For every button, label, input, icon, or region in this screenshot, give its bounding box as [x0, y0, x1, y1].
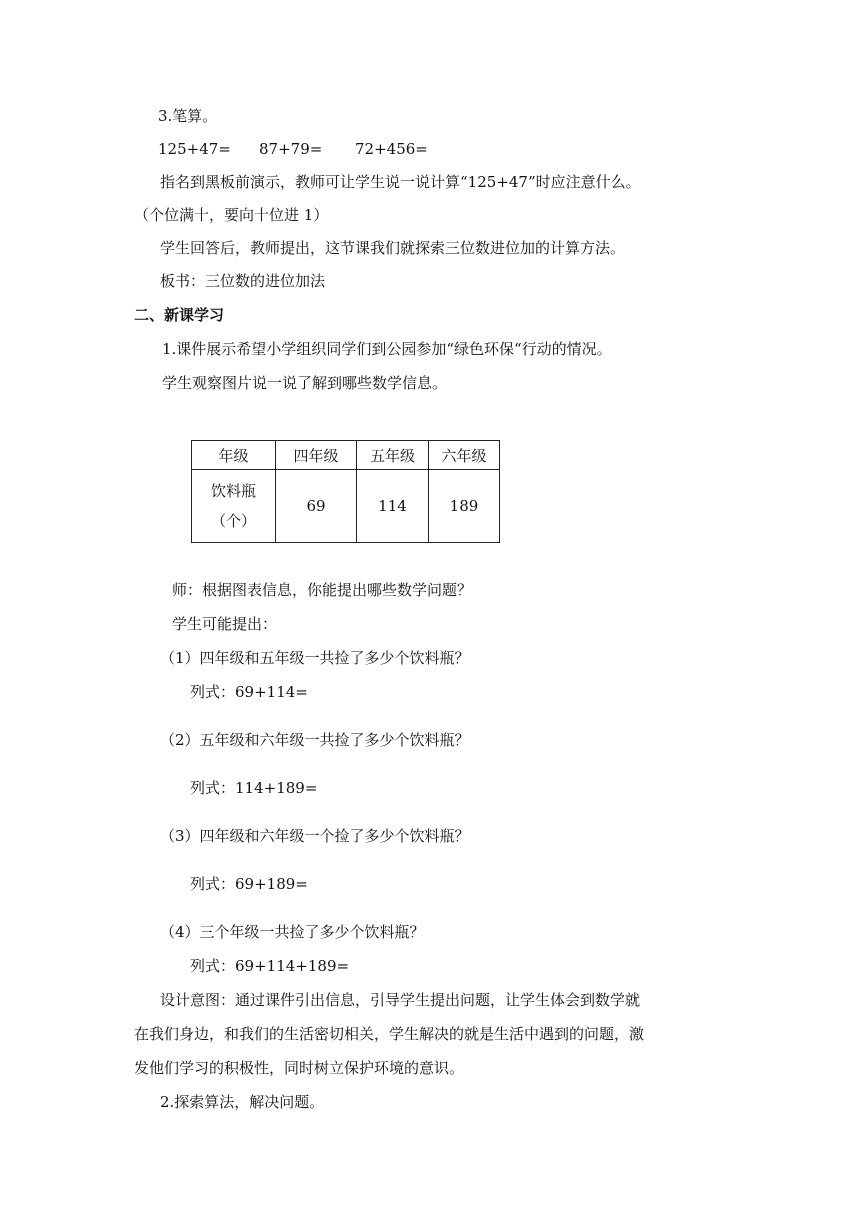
question-1-formula: 列式：69+114=: [190, 683, 308, 701]
design-intent-line3: 发他们学习的积极性，同时树立保护环境的意识。: [134, 1059, 465, 1077]
step-3-heading: 3.笔算。: [158, 107, 218, 125]
design-intent-line1: 设计意图：通过课件引出信息，引导学生提出问题，让学生体会到数学就: [160, 991, 641, 1009]
table-header-cell: 六年级: [429, 441, 500, 470]
section-heading-new-lesson: 二、新课学习: [134, 306, 225, 324]
formula-row: [158, 139, 428, 159]
bottle-table: [191, 440, 500, 543]
row-label-cell: [192, 470, 276, 543]
question-3-formula: 列式：69+189=: [190, 875, 308, 893]
row-label-line2: （个）: [210, 512, 256, 530]
formula-1: 125+47=: [158, 140, 231, 158]
board-title: 板书：三位数的进位加法: [160, 272, 326, 290]
question-2: （2）五年级和六年级一共捡了多少个饮料瓶？: [160, 731, 470, 749]
teacher-question: 师：根据图表信息，你能提出哪些数学问题？: [172, 581, 473, 599]
table-cell: 69: [276, 470, 357, 543]
table-cell: 189: [429, 470, 500, 543]
question-4: （4）三个年级一共捡了多少个饮料瓶？: [160, 923, 425, 941]
formula-3: 72+456=: [355, 140, 428, 158]
table-header-cell: 五年级: [357, 441, 429, 470]
question-1: （1）四年级和五年级一共捡了多少个饮料瓶？: [160, 649, 470, 667]
teacher-proposal: 学生回答后，教师提出，这节课我们就探索三位数进位加的计算方法。: [160, 239, 626, 257]
table-cell: 114: [357, 470, 429, 543]
design-intent-line2: 在我们身边，和我们的生活密切相关，学生解决的就是生活中遇到的问题，激: [134, 1025, 645, 1043]
table-row: [192, 470, 500, 543]
question-3: （3）四年级和六年级一个捡了多少个饮料瓶？: [160, 827, 470, 845]
table-header-row: [192, 441, 500, 470]
step-2-heading: 2.探索算法，解决问题。: [160, 1093, 325, 1111]
demo-paragraph-line2: （个位满十，要向十位进 1）: [134, 206, 329, 224]
observe-line: 学生观察图片说一说了解到哪些数学信息。: [162, 374, 448, 392]
courseware-line: 1.课件展示希望小学组织同学们到公园参加“绿色环保“行动的情况。: [162, 340, 612, 358]
formula-2: 87+79=: [259, 140, 323, 158]
row-label-line1: 饮料瓶: [210, 482, 256, 500]
table-header-cell: 年级: [192, 441, 276, 470]
question-2-formula: 列式：114+189=: [190, 779, 318, 797]
table-header-cell: 四年级: [276, 441, 357, 470]
student-intro: 学生可能提出：: [172, 615, 278, 633]
demo-paragraph-line1: 指名到黑板前演示，教师可让学生说一说计算“125+47”时应注意什么。: [160, 173, 641, 191]
question-4-formula: 列式：69+114+189=: [190, 957, 350, 975]
